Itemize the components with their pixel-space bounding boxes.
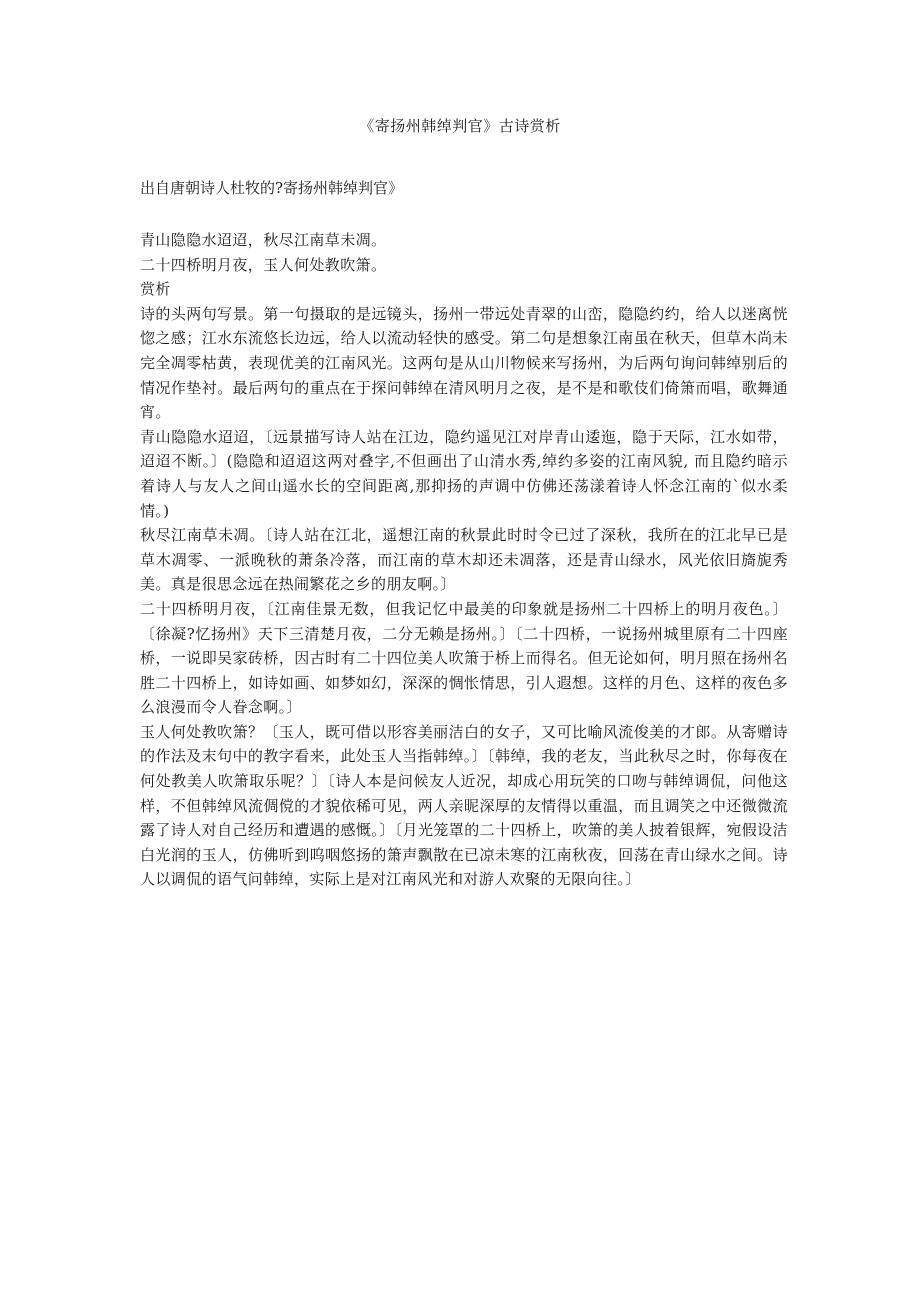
analysis-paragraph-2: 青山隐隐水迢迢，〔远景描写诗人站在江边，隐约遥见江对岸青山逶迤，隐于天际，江水如带，迢迢不断。〕(隐隐和迢迢这两对叠字,不但画出了山清水秀,绰约多姿的江南风貌, 而且隐约暗示着诗人与友人之间山遥水长的空间距离,那抑扬的声调中仿佛还荡漾着诗人怀念江南的`似水柔情。) bbox=[140, 427, 788, 520]
analysis-paragraph-1: 诗的头两句写景。第一句摄取的是远镜头，扬州一带远处青翠的山峦，隐隐约约，给人以迷离恍惚之感；江水东流悠长边远，给人以流动轻快的感受。第二句是想象江南虽在秋天，但草木尚未完全凋零枯黄，表现优美的江南风光。这两句是从山川物候来写扬州，为后两句询问韩绰别后的情况作垫衬。最后两句的重点在于探问韩绰在清风明月之夜，是不是和歌伎们倚箫而唱，歌舞通宵。 bbox=[140, 304, 788, 422]
analysis-paragraph-5: 玉人何处教吹箫？〔玉人，既可借以形容美丽洁白的女子，又可比喻风流俊美的才郎。从寄赠诗的作法及末句中的教字看来，此处玉人当指韩绰。〕〔韩绰，我的老友，当此秋尽之时，你每夜在何处教美人吹箫取乐呢？〕〔诗人本是问候友人近况，却成心用玩笑的口吻与韩绰调侃，问他这样，不但韩绰风流倜傥的才貌依稀可见，两人亲昵深厚的友情得以重温，而且调笑之中还微微流露了诗人对自己经历和遭遇的感慨。〕〔月光笼罩的二十四桥上，吹箫的美人披着银辉，宛假设洁白光润的玉人，仿佛听到呜咽悠扬的箫声飘散在已凉未寒的江南秋夜，回荡在青山绿水之间。诗人以调侃的语气问韩绰，实际上是对江南风光和对游人欢聚的无限向往。〕 bbox=[140, 722, 788, 889]
source-line: 出自唐朝诗人杜牧的?寄扬州韩绰判官》 bbox=[140, 179, 404, 197]
analysis-paragraph-3: 秋尽江南草未凋。〔诗人站在江北，遥想江南的秋景此时时令已过了深秋，我所在的江北早已是草木凋零、一派晚秋的萧条冷落，而江南的草木却还未凋落，还是青山绿水，风光依旧旖旎秀美。真是很思念远在热闹繁花之乡的朋友啊。〕 bbox=[140, 526, 788, 594]
analysis-heading: 赏析 bbox=[140, 280, 171, 299]
document-title: 《寄扬州韩绰判官》古诗赏析 bbox=[359, 117, 561, 135]
document-body bbox=[140, 228, 788, 892]
poem-line-2: 二十四桥明月夜，玉人何处教吹箫。 bbox=[140, 255, 387, 274]
poem-line-1: 青山隐隐水迢迢，秋尽江南草未凋。 bbox=[140, 231, 387, 249]
analysis-paragraph-4: 二十四桥明月夜，〔江南佳景无数，但我记忆中最美的印象就是扬州二十四桥上的明月夜色。〕〔徐凝?忆扬州》天下三清楚月夜，二分无赖是扬州。〕〔二十四桥，一说扬州城里原有二十四座桥，一说即吴家砖桥，因古时有二十四位美人吹箫于桥上而得名。但无论如何，明月照在扬州名胜二十四桥上，如诗如画、如梦如幻，深深的惆怅情思，引人遐想。这样的月色、这样的夜色多么浪漫而令人眷念啊。〕 bbox=[140, 599, 788, 717]
